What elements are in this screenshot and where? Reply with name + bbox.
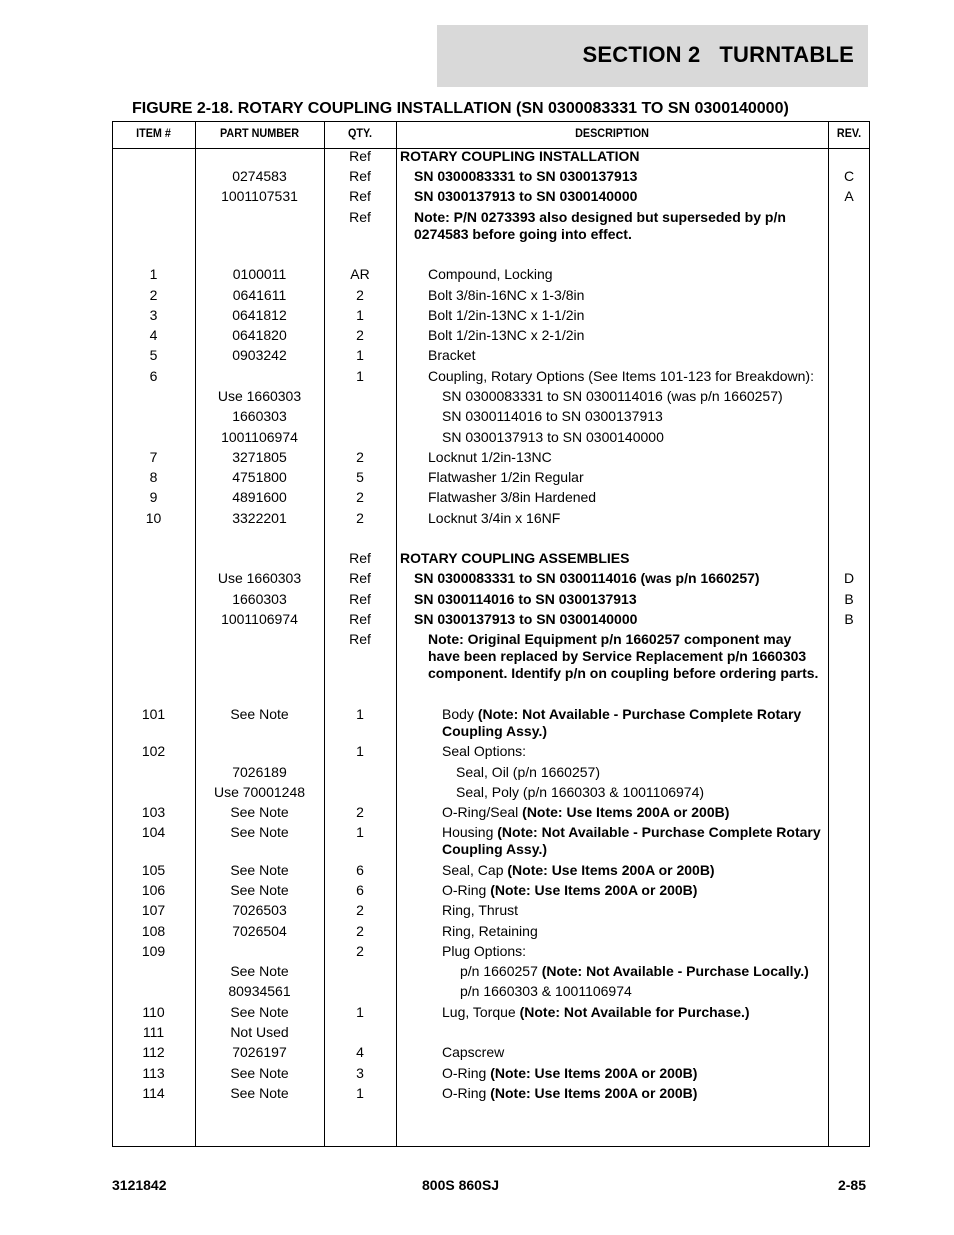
description-text: Note: P/N 0273393 also designed but superseded by p/n 0274583 before going into effect. (414, 209, 786, 242)
part-number: 4891600 (232, 489, 287, 505)
description (442, 1085, 824, 1102)
column-header-description: DESCRIPTION (575, 126, 649, 140)
description (414, 209, 824, 243)
item-number: 3 (149, 307, 158, 323)
part-number: 1660303 (232, 408, 287, 424)
quantity: 5 (356, 469, 364, 485)
description (442, 804, 824, 821)
description-note: (Note: Use Items 200A or 200B) (490, 1085, 698, 1101)
column-header-qty: QTY. (347, 126, 372, 140)
part-number: See Note (230, 706, 289, 722)
description (442, 1044, 824, 1061)
part-number: See Note (230, 1065, 289, 1081)
description-text: Bolt 1/2in-13NC x 1-1/2in (428, 307, 585, 323)
part-number: 7026197 (232, 1044, 287, 1060)
revision: B (844, 591, 854, 607)
quantity: 2 (356, 923, 364, 939)
description-text: p/n 1660303 & 1001106974 (460, 983, 632, 999)
quantity: 2 (356, 510, 364, 526)
description (400, 148, 824, 165)
description-text: Ring, Retaining (442, 923, 538, 939)
description-text: O-Ring (442, 1085, 491, 1101)
description-text: SN 0300137913 to SN 0300140000 (414, 188, 638, 204)
quantity: Ref (349, 570, 371, 586)
item-number: 109 (141, 943, 166, 959)
item-number: 114 (142, 1085, 165, 1101)
part-number: See Note (230, 963, 289, 979)
revision: C (843, 168, 855, 184)
item-number: 101 (141, 706, 166, 722)
description (460, 963, 824, 980)
description (442, 824, 824, 858)
description (414, 570, 824, 587)
description (456, 764, 824, 781)
description-note: (Note: Not Available - Purchase Complete Rotary Coupling Assy.) (442, 824, 821, 857)
part-number: 1660303 (232, 591, 287, 607)
description-text: Plug Options: (442, 943, 527, 959)
quantity: Ref (349, 188, 371, 204)
quantity: AR (350, 266, 370, 282)
description-text: Bolt 3/8in-16NC x 1-3/8in (428, 287, 585, 303)
description-text: SN 0300083331 to SN 0300114016 (was p/n 1660257) (414, 570, 760, 586)
description-text: Locknut 1/2in-13NC (428, 449, 552, 465)
item-number: 110 (142, 1004, 165, 1020)
description (442, 429, 824, 446)
item-number: 10 (145, 510, 162, 526)
part-number: 80934561 (228, 983, 291, 999)
quantity: 2 (356, 327, 364, 343)
item-number: 106 (141, 882, 166, 898)
description-text: ROTARY COUPLING INSTALLATION (400, 148, 640, 164)
quantity: 2 (356, 489, 364, 505)
part-number: See Note (230, 824, 289, 840)
part-number: Not Used (230, 1024, 289, 1040)
part-number: 1001107531 (221, 188, 298, 204)
description-text: Flatwasher 1/2in Regular (428, 469, 584, 485)
part-number: See Note (230, 1085, 289, 1101)
description (442, 902, 824, 919)
quantity: 3 (356, 1065, 364, 1081)
part-number: 7026503 (232, 902, 287, 918)
description-text: Note: Original Equipment p/n 1660257 component may have been replaced by Service Replacement p/n 1660303 component. Identify p/n on coupling before ordering parts. (428, 631, 819, 681)
description-note: (Note: Not Available - Purchase Locally.) (541, 963, 809, 979)
item-number: 104 (141, 824, 166, 840)
quantity: 1 (356, 307, 364, 323)
description-text: SN 0300114016 to SN 0300137913 (442, 408, 663, 424)
quantity: 1 (356, 824, 364, 840)
column-divider (396, 121, 397, 1147)
description-text: SN 0300137913 to SN 0300140000 (442, 429, 664, 445)
part-number: 3322201 (232, 510, 287, 526)
item-number: 2 (149, 287, 158, 303)
part-number: 4751800 (232, 469, 287, 485)
description-text: Capscrew (442, 1044, 505, 1060)
quantity: 2 (356, 902, 364, 918)
part-number: 0641812 (232, 307, 287, 323)
description (442, 408, 824, 425)
part-number: 1001106974 (221, 611, 298, 627)
description (442, 1004, 824, 1021)
item-number: 7 (149, 449, 158, 465)
quantity: Ref (349, 550, 371, 566)
description (428, 287, 824, 304)
quantity: 1 (356, 706, 364, 722)
item-number: 8 (149, 469, 158, 485)
description (442, 1065, 824, 1082)
description (442, 882, 824, 899)
part-number: See Note (230, 862, 289, 878)
quantity: Ref (349, 209, 371, 225)
description (428, 368, 824, 385)
description-text: Body (442, 706, 478, 722)
footer-model: 800S 860SJ (422, 1177, 500, 1193)
quantity: Ref (349, 148, 371, 164)
part-number: See Note (230, 804, 289, 820)
part-number: 0641611 (232, 287, 287, 303)
figure-title: FIGURE 2-18. ROTARY COUPLING INSTALLATION (SN 0300083331 TO SN 0300140000) (132, 100, 789, 117)
part-number: 1001106974 (221, 429, 298, 445)
item-number: 102 (141, 743, 166, 759)
quantity: Ref (349, 611, 371, 627)
description (442, 743, 824, 760)
column-header-rev: REV. (836, 126, 862, 140)
column-header-part-number: PART NUMBER (219, 126, 300, 140)
item-number: 113 (142, 1065, 165, 1081)
description-text: Bracket (428, 347, 476, 363)
description-note: (Note: Not Available for Purchase.) (519, 1004, 750, 1020)
description-text: ROTARY COUPLING ASSEMBLIES (400, 550, 630, 566)
description-text: SN 0300083331 to SN 0300114016 (was p/n 1660257) (442, 388, 783, 404)
description-text: Flatwasher 3/8in Hardened (428, 489, 597, 505)
quantity: 2 (356, 804, 364, 820)
description (414, 591, 824, 608)
quantity: 1 (356, 743, 364, 759)
item-number: 6 (149, 368, 158, 384)
item-number: 107 (141, 902, 166, 918)
section-header-box (437, 25, 868, 87)
description-text: Coupling, Rotary Options (See Items 101-123 for Breakdown): (428, 368, 814, 384)
description-text: Locknut 3/4in x 16NF (428, 510, 561, 526)
part-number: Use 1660303 (217, 388, 302, 404)
description (442, 706, 824, 740)
quantity: Ref (349, 168, 371, 184)
description (428, 266, 824, 283)
item-number: 5 (149, 347, 158, 363)
description (428, 327, 824, 344)
description-text: Ring, Thrust (442, 902, 518, 918)
description (442, 923, 824, 940)
part-number: See Note (230, 882, 289, 898)
quantity: 1 (356, 347, 364, 363)
description-text: Housing (442, 824, 498, 840)
description-text: SN 0300083331 to SN 0300137913 (414, 168, 638, 184)
description (442, 943, 824, 960)
description-text: Seal, Cap (442, 862, 508, 878)
part-number: 7026504 (232, 923, 287, 939)
item-number: 108 (141, 923, 166, 939)
part-number: 3271805 (232, 449, 287, 465)
item-number: 103 (141, 804, 166, 820)
section-title: SECTION 2 TURNTABLE (582, 42, 854, 67)
quantity: 1 (356, 368, 364, 384)
revision: D (843, 570, 855, 586)
footer-doc-number: 3121842 (112, 1177, 167, 1193)
part-number: 0641820 (232, 327, 287, 343)
description-text: O-Ring (442, 1065, 491, 1081)
description-note: (Note: Not Available - Purchase Complete Rotary Coupling Assy.) (442, 706, 802, 739)
description (428, 347, 824, 364)
description (428, 307, 824, 324)
description (442, 388, 824, 405)
description-note: (Note: Use Items 200A or 200B) (490, 882, 698, 898)
footer-page-number: 2-85 (837, 1177, 866, 1193)
part-number: See Note (230, 1004, 289, 1020)
description-text: Lug, Torque (442, 1004, 520, 1020)
description (414, 168, 824, 185)
part-number: Use 70001248 (213, 784, 306, 800)
quantity: 4 (356, 1044, 364, 1060)
quantity: Ref (349, 631, 371, 647)
description (414, 611, 824, 628)
item-number: 4 (149, 327, 158, 343)
quantity: 2 (356, 287, 364, 303)
description (414, 188, 824, 205)
item-number: 105 (141, 862, 166, 878)
description (428, 510, 824, 527)
item-number: 9 (149, 489, 158, 505)
description (400, 550, 824, 567)
part-number: 0903242 (232, 347, 287, 363)
part-number: 0274583 (232, 168, 287, 184)
item-number: 112 (142, 1044, 165, 1060)
part-number: 0100011 (232, 266, 287, 282)
quantity: 6 (356, 882, 364, 898)
quantity: 1 (356, 1004, 364, 1020)
item-number: 1 (149, 266, 158, 282)
description (442, 862, 824, 879)
quantity: 6 (356, 862, 364, 878)
description (428, 631, 824, 682)
description-text: SN 0300137913 to SN 0300140000 (414, 611, 638, 627)
description-note: (Note: Use Items 200A or 200B) (522, 804, 730, 820)
item-number: 111 (142, 1024, 165, 1040)
description-text: SN 0300114016 to SN 0300137913 (414, 591, 637, 607)
column-header-item: ITEM # (136, 126, 171, 140)
quantity: 2 (356, 943, 364, 959)
description (460, 983, 824, 1000)
description-text: Seal Options: (442, 743, 527, 759)
quantity: 1 (356, 1085, 364, 1101)
description (428, 449, 824, 466)
description (428, 469, 824, 486)
description (428, 489, 824, 506)
description-note: (Note: Use Items 200A or 200B) (490, 1065, 698, 1081)
description-text: Seal, Poly (p/n 1660303 & 1001106974) (456, 784, 705, 800)
quantity: 2 (356, 449, 364, 465)
description-text: O-Ring/Seal (442, 804, 523, 820)
quantity: Ref (349, 591, 371, 607)
part-number: Use 1660303 (217, 570, 302, 586)
description-text: Seal, Oil (p/n 1660257) (456, 764, 600, 780)
revision: A (844, 188, 854, 204)
description (456, 784, 824, 801)
description-text: p/n 1660257 (460, 963, 542, 979)
description-text: Bolt 1/2in-13NC x 2-1/2in (428, 327, 585, 343)
part-number: 7026189 (232, 764, 287, 780)
column-divider (828, 121, 829, 1147)
description-note: (Note: Use Items 200A or 200B) (507, 862, 715, 878)
description-text: O-Ring (442, 882, 491, 898)
revision: B (844, 611, 854, 627)
description-text: Compound, Locking (428, 266, 553, 282)
